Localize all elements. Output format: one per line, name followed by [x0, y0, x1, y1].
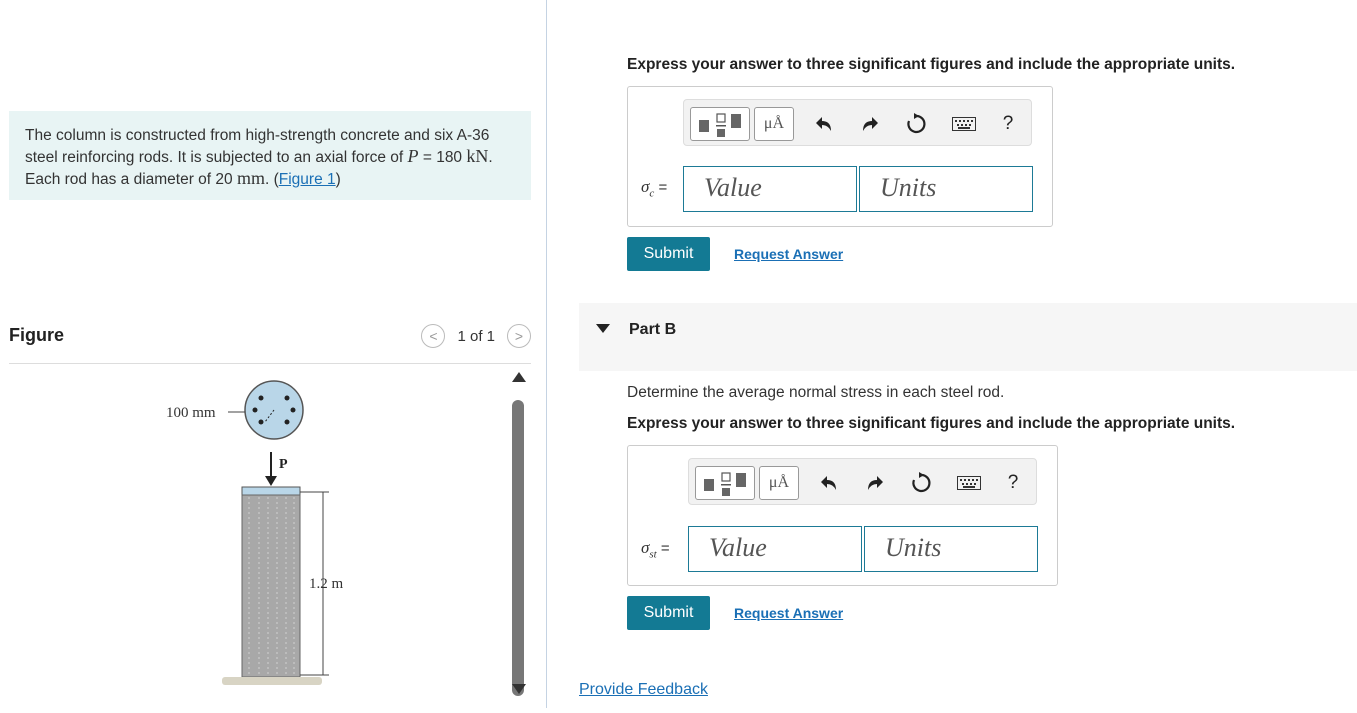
column-diagram: [9, 370, 509, 708]
force-value: = 180: [418, 149, 467, 166]
equals-sign: =: [654, 179, 668, 196]
sigma-subscript: st: [649, 548, 657, 561]
templates-button[interactable]: [695, 466, 755, 500]
mu-angstrom-icon: μÅ: [768, 474, 790, 491]
part-b-value-input[interactable]: Value: [688, 526, 862, 572]
right-panel: [547, 0, 1357, 708]
fraction-template-icon: [691, 108, 749, 140]
problem-statement: [9, 111, 531, 200]
mu-angstrom-icon: μÅ: [763, 115, 785, 132]
next-figure-button[interactable]: [507, 324, 531, 348]
rod-dot: [259, 396, 264, 401]
sigma-symbol: σ: [641, 177, 650, 196]
part-a-units-input[interactable]: Units: [859, 166, 1033, 212]
problem-line-3a: Each rod has a diameter of 20: [25, 171, 237, 188]
keyboard-icon[interactable]: [957, 471, 981, 495]
part-b-title: Part B: [629, 321, 677, 338]
sigma-st-label: [641, 538, 670, 560]
part-b-header[interactable]: [579, 303, 1357, 371]
part-b-units-input[interactable]: Units: [864, 526, 1038, 572]
diameter-label: 100 mm: [166, 405, 216, 421]
period: .: [488, 149, 493, 166]
figure-header: [9, 320, 531, 364]
prev-figure-button[interactable]: [421, 324, 445, 348]
problem-line-2a: steel reinforcing rods. It is subjected to an axial force of: [25, 149, 408, 166]
undo-icon[interactable]: [812, 112, 836, 136]
part-a-instruction: Express your answer to three significant figures and include the appropriate units.: [627, 56, 1236, 73]
help-glyph: ?: [1007, 472, 1019, 493]
chevron-left-icon: <: [429, 328, 438, 344]
part-b-instruction: Express your answer to three significant figures and include the appropriate units.: [627, 415, 1236, 432]
part-a-answer-box: [627, 86, 1053, 227]
reset-icon[interactable]: [909, 471, 933, 495]
sigma-symbol: σ: [641, 538, 650, 557]
redo-icon[interactable]: [863, 471, 887, 495]
redo-icon[interactable]: [858, 112, 882, 136]
keyboard-icon[interactable]: [952, 112, 976, 136]
rod-dot: [285, 396, 290, 401]
force-unit: kN: [466, 146, 489, 166]
reset-icon[interactable]: [904, 112, 928, 136]
paren-close: ): [335, 171, 341, 188]
provide-feedback-link[interactable]: Provide Feedback: [579, 681, 708, 698]
equals-sign: =: [656, 540, 670, 557]
figure-link[interactable]: Figure 1: [278, 171, 336, 188]
part-b-question: Determine the average normal stress in each steel rod.: [627, 384, 1005, 401]
part-b-request-answer-link[interactable]: Request Answer: [734, 605, 844, 621]
chevron-right-icon: >: [514, 328, 524, 344]
ground: [222, 677, 322, 685]
help-glyph: ?: [1002, 113, 1014, 134]
help-icon[interactable]: [996, 112, 1020, 136]
scroll-thumb[interactable]: [512, 400, 524, 696]
figure-nav: [421, 324, 531, 348]
help-icon[interactable]: [1001, 471, 1025, 495]
force-arrow: [265, 476, 277, 486]
problem-line-1: The column is constructed from high-strength concrete and six A-36: [25, 127, 490, 144]
units-button[interactable]: [759, 466, 799, 500]
fraction-template-icon: [696, 467, 754, 499]
paren-open: . (: [264, 171, 279, 188]
rod-dot: [259, 420, 264, 425]
figure-scrollbar[interactable]: [510, 372, 526, 708]
scroll-up-icon[interactable]: [512, 372, 526, 382]
part-a-toolbar: [683, 99, 1032, 146]
templates-button[interactable]: [690, 107, 750, 141]
undo-icon[interactable]: [817, 471, 841, 495]
force-variable: P: [407, 146, 419, 166]
part-b-toolbar: [688, 458, 1037, 505]
part-b-submit-button[interactable]: Submit: [627, 596, 710, 630]
force-label: P: [279, 457, 288, 472]
left-panel: [0, 0, 546, 708]
sigma-subscript: c: [649, 187, 655, 200]
part-a-request-answer-link[interactable]: Request Answer: [734, 246, 844, 262]
figure-image: [9, 370, 509, 708]
diameter-unit: mm: [236, 168, 265, 188]
part-a-value-input[interactable]: Value: [683, 166, 857, 212]
part-a-submit-button[interactable]: Submit: [627, 237, 710, 271]
rod-dot: [253, 408, 258, 413]
collapse-triangle-icon[interactable]: [596, 324, 610, 333]
units-button[interactable]: [754, 107, 794, 141]
figure-counter: 1 of 1: [457, 327, 495, 345]
height-label: 1.2 m: [309, 576, 344, 592]
rod-dot: [285, 420, 290, 425]
column-body: [242, 495, 300, 677]
part-b-answer-box: [627, 445, 1058, 586]
rod-dot: [291, 408, 296, 413]
sigma-c-label: [641, 177, 667, 199]
scroll-down-icon[interactable]: [512, 684, 526, 694]
figure-title: Figure: [9, 325, 65, 345]
